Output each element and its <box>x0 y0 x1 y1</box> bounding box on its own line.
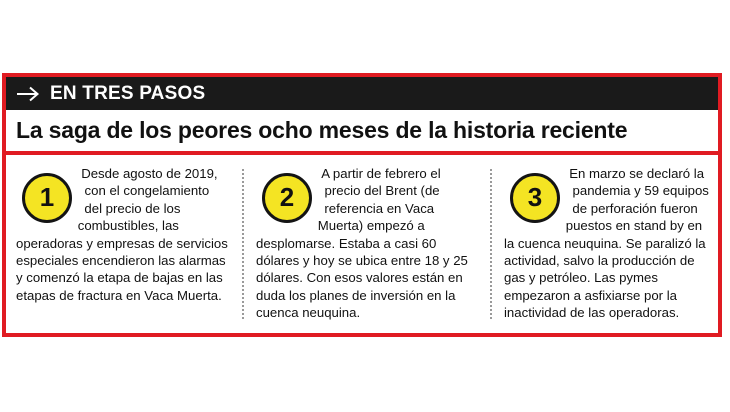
step-number-badge: 2 <box>262 173 312 223</box>
step-text: En marzo se declaró la pandemia y 59 equipos de perforación fueron puestos en stand by en la cuenca neuquina. Se paralizó la actividad, salvo la producción de gas y petróleo. Las pymes empezaron a asfixiarse por la inactividad de las operadoras. <box>504 166 709 321</box>
right-arrow-icon <box>16 84 40 104</box>
step-2 <box>256 165 472 322</box>
step-number-badge: 3 <box>510 173 560 223</box>
step-text: Desde agosto de 2019, con el congelamiento del precio de los combustibles, las operadoras y empresas de servicios especiales encendieron las alarmas y comenzó la etapa de bajas en las etapas de fractura en Vaca Muerta. <box>16 166 228 303</box>
step-3 <box>504 165 712 322</box>
page-title: La saga de los peores ocho meses de la historia reciente <box>16 117 628 143</box>
infographic-box <box>2 73 722 337</box>
title-underline <box>6 151 718 155</box>
step-number-badge: 1 <box>22 173 72 223</box>
step-1 <box>16 165 228 304</box>
title-bar <box>6 110 718 151</box>
kicker-label: EN TRES PASOS <box>50 82 206 104</box>
step-text: A partir de febrero el precio del Brent (de referencia en Vaca Muerta) empezó a desplomarse. Estaba a casi 60 dólares y hoy se ubica entre 18 y 25 dólares. Con esos valores están en duda los planes de inversión en la cuenca neuquina. <box>256 166 468 321</box>
column-divider <box>242 169 244 319</box>
column-divider <box>490 169 492 319</box>
kicker-bar <box>6 77 718 110</box>
